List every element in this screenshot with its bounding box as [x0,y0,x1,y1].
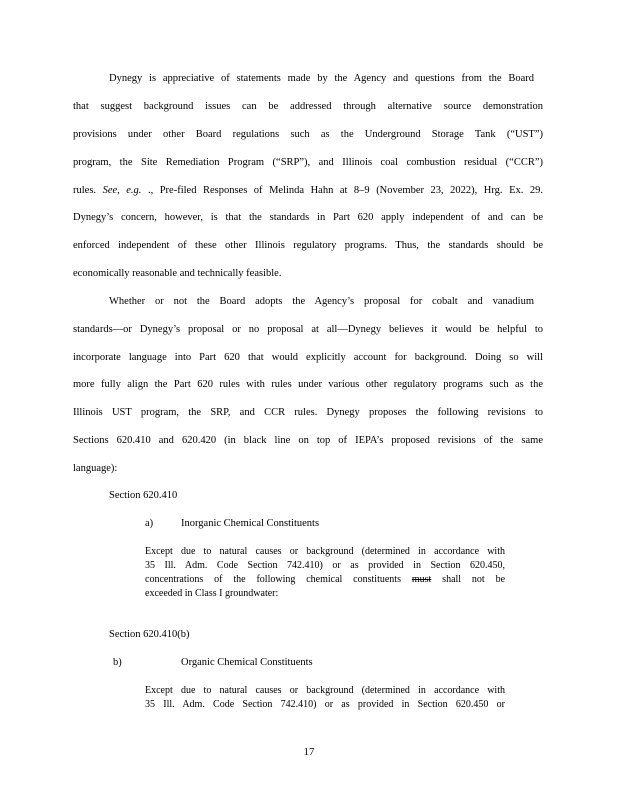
quote-a-line-3 [145,574,505,587]
subsection-title-organic: Organic Chemical Constituents [181,657,313,668]
p1-line-8: economically reasonable and technically feasible. [73,268,282,279]
p2-line-4: more fully align the Part 620 rules with rules under various other regulatory programs such as the [73,379,543,390]
quote-a-line-2: 35 Ill. Adm. Code Section 742.410) or as provided in Section 620.450, [145,560,505,571]
p1-line-5-prefix: rules. [73,185,97,196]
see-eg-citation: See, e.g. [102,185,142,196]
quote-a-line-1: Except due to natural causes or background (determined in accordance with [145,546,505,557]
quote-a-line-4: exceeded in Class I groundwater: [145,588,279,599]
p1-line-1: Dynegy is appreciative of statements made by the Agency and questions from the Board [109,73,534,84]
subsection-title-inorganic: Inorganic Chemical Constituents [181,518,320,529]
quote-b-line-1: Except due to natural causes or background (determined in accordance with [145,685,505,696]
page-number: 17 [303,746,315,758]
subsection-label-a: a) [145,518,154,529]
section-heading-620-410-b: Section 620.410(b) [109,629,190,640]
subsection-label-b: b) [113,657,122,668]
p1-line-3: provisions under other Board regulations such as the Underground Storage Tank (“UST”) [73,129,543,140]
p1-line-2: that suggest background issues can be addressed through alternative source demonstration [73,101,543,112]
p1-line-6: Dynegy’s concern, however, is that the standards in Part 620 apply independent of and can be [73,212,543,223]
p2-line-3: incorporate language into Part 620 that would explicitly account for background. Doing so will [73,352,543,363]
section-heading-620-410: Section 620.410 [109,490,178,501]
struck-word: must [411,574,432,585]
quote-a-line-3-post: shall not be [442,574,506,585]
quote-b-line-2: 35 Ill. Adm. Code Section 742.410) or as provided in Section 620.450 or [145,699,505,710]
p1-line-5 [73,184,543,198]
p1-line-7: enforced independent of these other Illinois regulatory programs. Thus, the standards should be [73,240,543,251]
p2-line-6: Sections 620.410 and 620.420 (in black line on top of IEPA’s proposed revisions of the same [73,435,543,446]
p1-line-5-rest: ., Pre-filed Responses of Melinda Hahn at 8–9 (November 23, 2022), Hrg. Ex. 29. [147,185,543,196]
p2-line-2: standards—or Dynegy’s proposal or no proposal at all—Dynegy believes it would be helpful to [73,324,543,335]
p1-line-4: program, the Site Remediation Program (“SRP”), and Illinois coal combustion residual (“CCR”) [73,157,543,168]
p2-line-1: Whether or not the Board adopts the Agency’s proposal for cobalt and vanadium [109,296,534,307]
p2-line-5: Illinois UST program, the SRP, and CCR rules. Dynegy proposes the following revisions to [73,407,543,418]
quote-a-line-3-pre: concentrations of the following chemical constituents [145,574,401,585]
p2-line-7: language): [73,463,118,474]
